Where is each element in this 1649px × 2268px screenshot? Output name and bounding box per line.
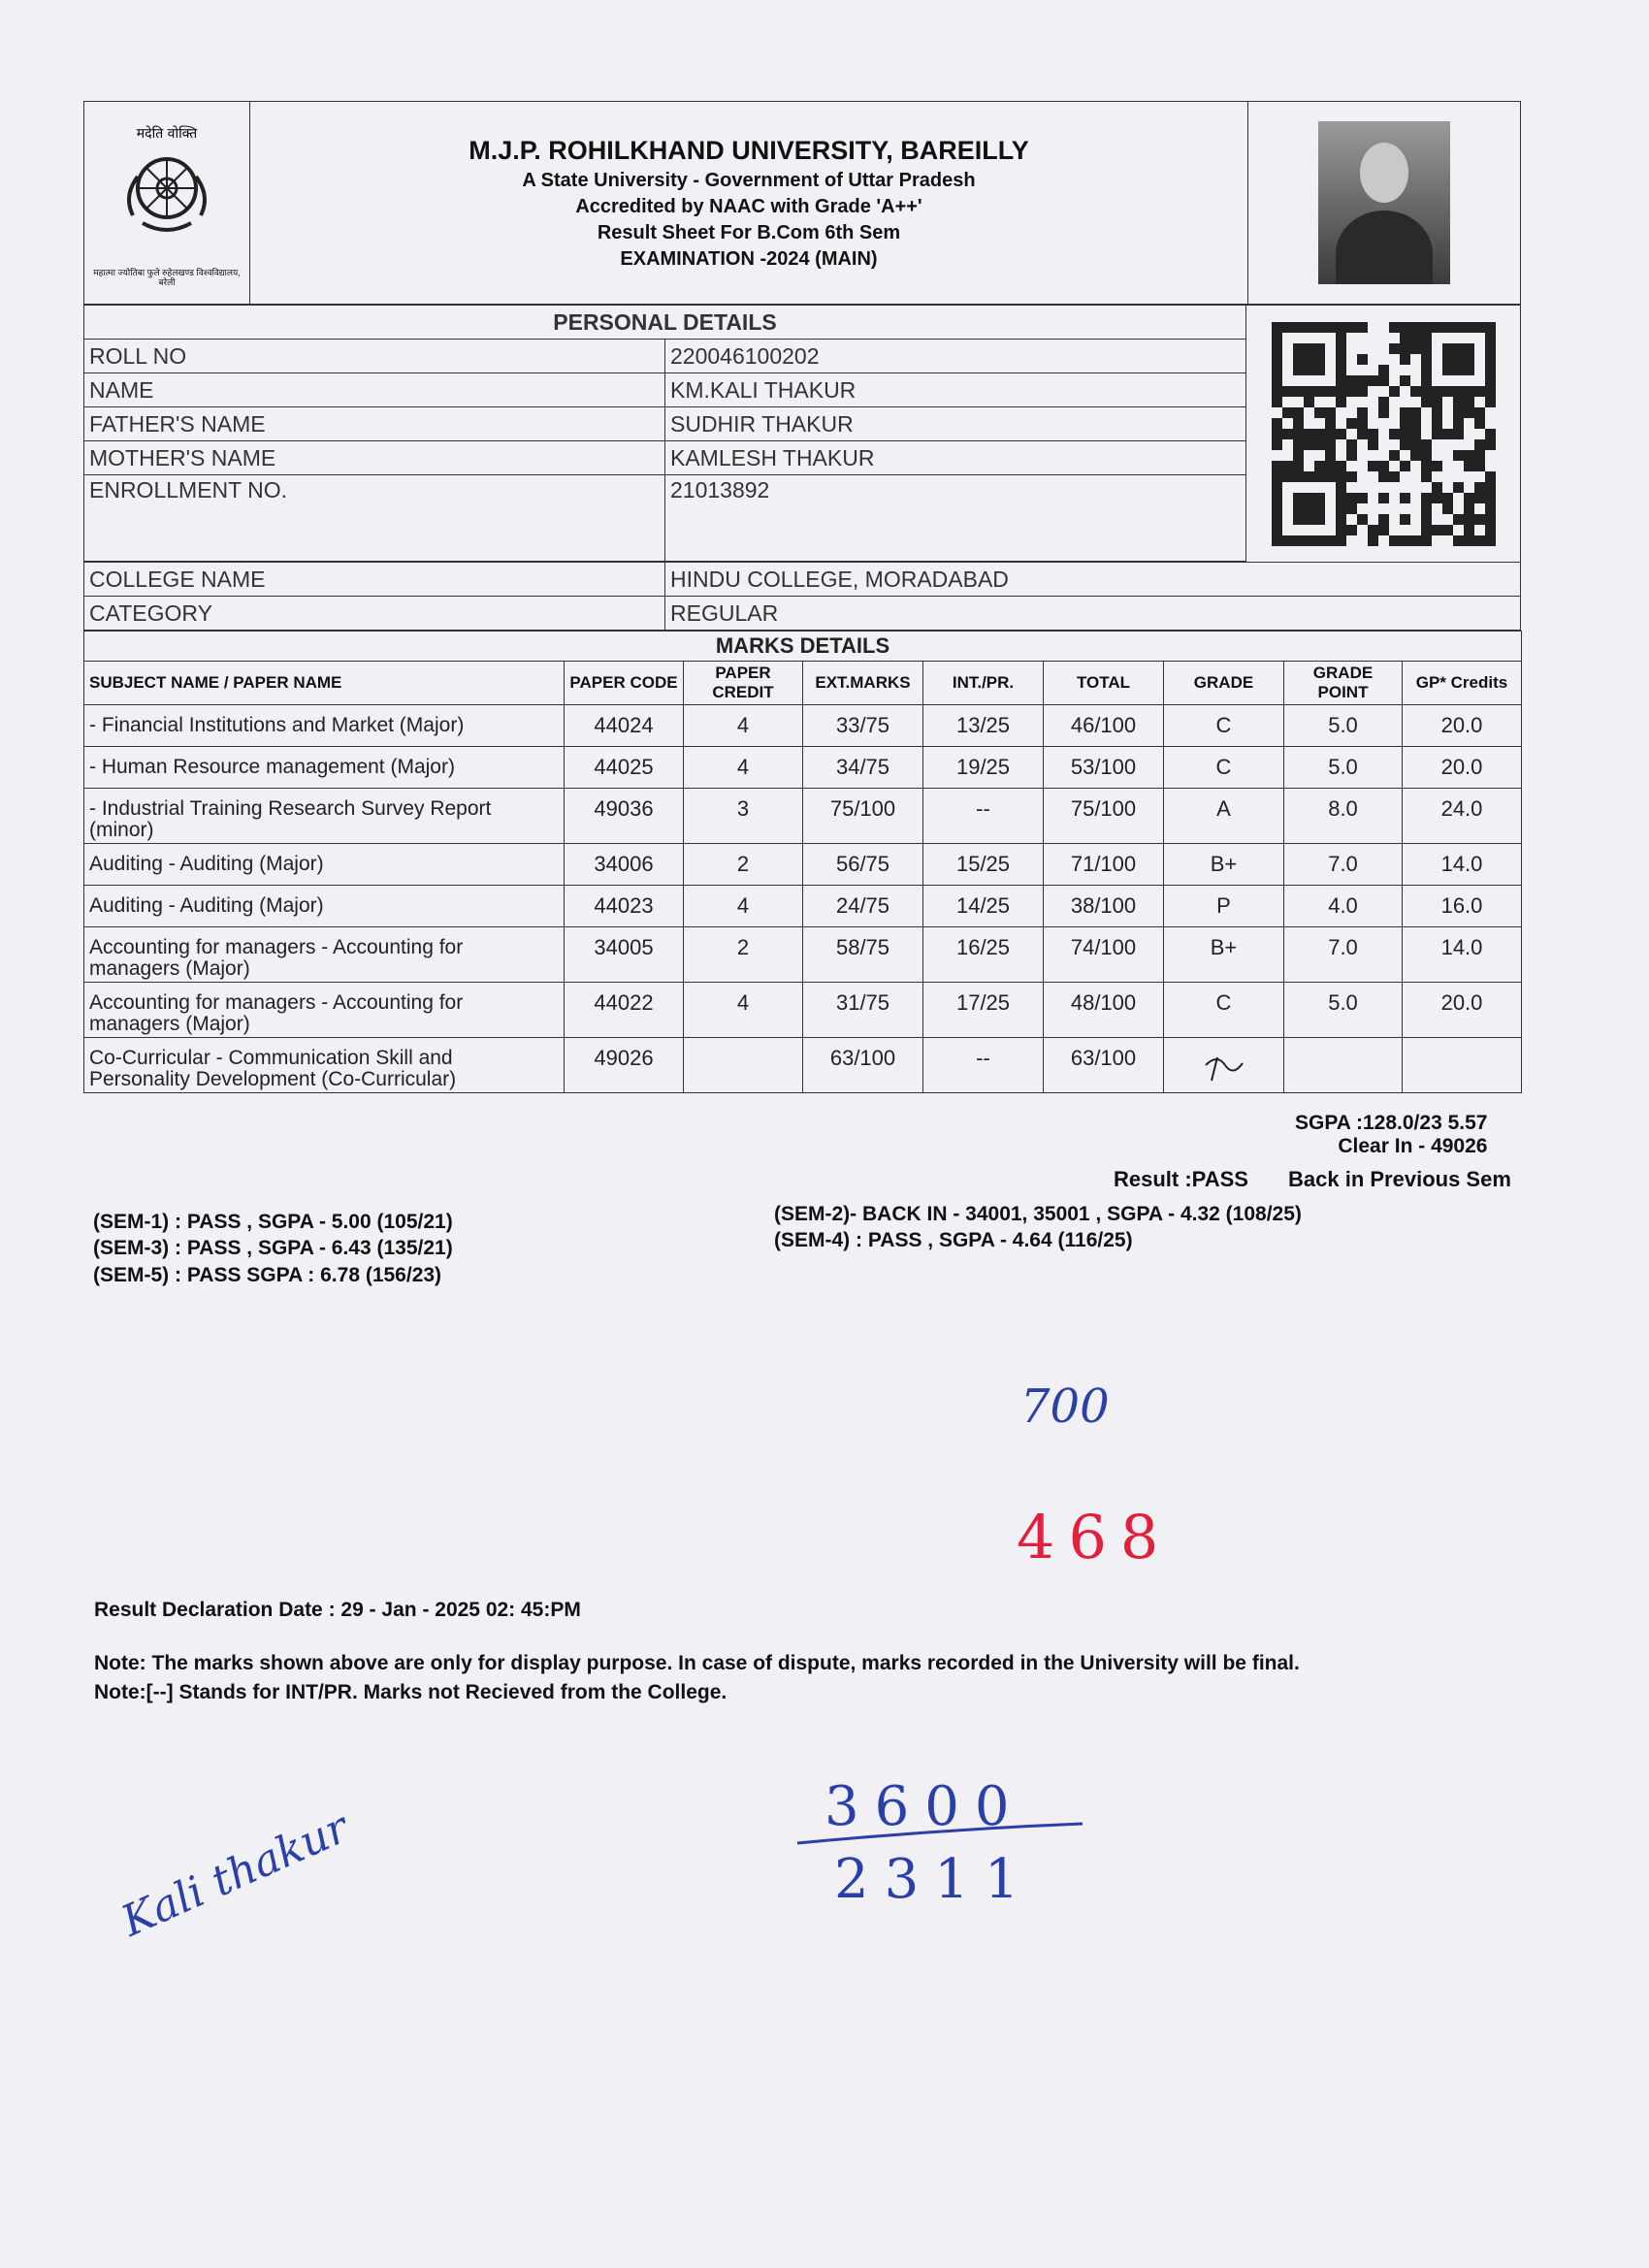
cell-gp: 4.0 bbox=[1284, 886, 1403, 927]
cell-int: 14/25 bbox=[923, 886, 1044, 927]
back-in-previous-sem: Back in Previous Sem bbox=[1288, 1167, 1511, 1191]
title-block bbox=[250, 102, 1248, 305]
cell-subj: Co-Curricular - Communication Skill and Personality Development (Co-Curricular) bbox=[84, 1038, 565, 1093]
cell-grade: B+ bbox=[1164, 927, 1284, 983]
handwritten-468: 468 bbox=[1017, 1502, 1173, 1572]
col-gp-credits: GP* Credits bbox=[1403, 662, 1522, 705]
sem4-line: (SEM-4) : PASS , SGPA - 4.64 (116/25) bbox=[774, 1229, 1133, 1252]
cell-code: 44022 bbox=[565, 983, 684, 1038]
sem3-line: (SEM-3) : PASS , SGPA - 6.43 (135/21) bbox=[93, 1237, 453, 1260]
value-enrollment: 21013892 bbox=[665, 475, 1246, 562]
sgpa-line: SGPA :128.0/23 5.57 bbox=[1295, 1112, 1488, 1134]
result-declaration-date: Result Declaration Date : 29 - Jan - 2025 02: 45:PM bbox=[94, 1599, 581, 1621]
table-row bbox=[84, 886, 1522, 927]
marks-table bbox=[83, 631, 1522, 1093]
logo-cell bbox=[84, 102, 250, 305]
cell-total: 71/100 bbox=[1044, 844, 1164, 886]
cell-int: 17/25 bbox=[923, 983, 1044, 1038]
col-paper-code: PAPER CODE bbox=[565, 662, 684, 705]
cell-int: 15/25 bbox=[923, 844, 1044, 886]
cell-credit: 2 bbox=[684, 927, 803, 983]
cell-total: 53/100 bbox=[1044, 747, 1164, 789]
marks-body bbox=[84, 705, 1522, 1093]
cell-int: 13/25 bbox=[923, 705, 1044, 747]
label-father-name: FATHER'S NAME bbox=[84, 407, 665, 441]
personal-details-heading: PERSONAL DETAILS bbox=[84, 306, 1246, 340]
cell-ext: 56/75 bbox=[803, 844, 923, 886]
logo-top-text: मदेति वोक्ति bbox=[136, 125, 198, 142]
university-name: M.J.P. ROHILKHAND UNIVERSITY, BAREILLY bbox=[469, 135, 1029, 165]
cell-subj: Auditing - Auditing (Major) bbox=[84, 886, 565, 927]
cell-grade bbox=[1164, 1038, 1284, 1093]
cell-grade: A bbox=[1164, 789, 1284, 844]
col-int-pr: INT./PR. bbox=[923, 662, 1044, 705]
cell-credit: 4 bbox=[684, 886, 803, 927]
cell-subj: Auditing - Auditing (Major) bbox=[84, 844, 565, 886]
cell-ext: 34/75 bbox=[803, 747, 923, 789]
value-category: REGULAR bbox=[665, 597, 1521, 631]
table-row bbox=[84, 747, 1522, 789]
handwritten-700: 700 bbox=[1020, 1379, 1110, 1434]
cell-gpc: 14.0 bbox=[1403, 927, 1522, 983]
col-paper-credit: PAPER CREDIT bbox=[684, 662, 803, 705]
sheet-title: Result Sheet For B.Com 6th Sem bbox=[597, 222, 901, 244]
result-sheet bbox=[83, 101, 1521, 1093]
label-category: CATEGORY bbox=[84, 597, 665, 631]
label-roll-no: ROLL NO bbox=[84, 340, 665, 373]
cell-code: 49026 bbox=[565, 1038, 684, 1093]
cell-code: 44023 bbox=[565, 886, 684, 927]
qr-code-icon bbox=[1252, 322, 1514, 546]
cell-ext: 33/75 bbox=[803, 705, 923, 747]
note-int-pr: Note:[--] Stands for INT/PR. Marks not Recieved from the College. bbox=[94, 1681, 728, 1704]
col-total: TOTAL bbox=[1044, 662, 1164, 705]
university-logo bbox=[104, 118, 230, 264]
clear-in-line: Clear In - 49026 bbox=[1338, 1135, 1488, 1157]
cell-gpc: 20.0 bbox=[1403, 705, 1522, 747]
cell-subj: - Human Resource management (Major) bbox=[84, 747, 565, 789]
previous-sem-odd bbox=[93, 1209, 453, 1288]
cell-gpc bbox=[1403, 1038, 1522, 1093]
label-name: NAME bbox=[84, 373, 665, 407]
cell-credit: 3 bbox=[684, 789, 803, 844]
cell-int: 19/25 bbox=[923, 747, 1044, 789]
cell-subj: Accounting for managers - Accounting for managers (Major) bbox=[84, 927, 565, 983]
fraction-line bbox=[795, 1820, 1086, 1849]
accreditation: Accredited by NAAC with Grade 'A++' bbox=[575, 196, 922, 218]
student-photo bbox=[1318, 121, 1450, 284]
table-row bbox=[84, 1038, 1522, 1093]
value-mother-name: KAMLESH THAKUR bbox=[665, 441, 1246, 475]
value-college: HINDU COLLEGE, MORADABAD bbox=[665, 563, 1521, 597]
grade-scribble-icon bbox=[1200, 1046, 1248, 1085]
cell-credit bbox=[684, 1038, 803, 1093]
sem1-line: (SEM-1) : PASS , SGPA - 5.00 (105/21) bbox=[93, 1211, 453, 1233]
previous-sem-even bbox=[774, 1201, 1302, 1254]
cell-gpc: 14.0 bbox=[1403, 844, 1522, 886]
marks-details-heading: MARKS DETAILS bbox=[84, 632, 1522, 662]
result-pass: Result :PASS bbox=[1114, 1167, 1248, 1191]
qr-cell bbox=[1246, 306, 1521, 563]
cell-total: 74/100 bbox=[1044, 927, 1164, 983]
cell-int: 16/25 bbox=[923, 927, 1044, 983]
cell-gp: 7.0 bbox=[1284, 927, 1403, 983]
value-name: KM.KALI THAKUR bbox=[665, 373, 1246, 407]
signature: Kali thakur bbox=[114, 1802, 356, 1947]
notes bbox=[94, 1649, 1300, 1708]
marks-header-row bbox=[84, 662, 1522, 705]
cell-subj: - Financial Institutions and Market (Major) bbox=[84, 705, 565, 747]
cell-gpc: 16.0 bbox=[1403, 886, 1522, 927]
cell-code: 49036 bbox=[565, 789, 684, 844]
university-subtitle: A State University - Government of Uttar Pradesh bbox=[522, 170, 976, 192]
table-row bbox=[84, 705, 1522, 747]
cell-credit: 4 bbox=[684, 705, 803, 747]
cell-int: -- bbox=[923, 1038, 1044, 1093]
cell-ext: 63/100 bbox=[803, 1038, 923, 1093]
sem5-line: (SEM-5) : PASS SGPA : 6.78 (156/23) bbox=[93, 1263, 442, 1286]
cell-grade: B+ bbox=[1164, 844, 1284, 886]
cell-code: 34006 bbox=[565, 844, 684, 886]
table-row bbox=[84, 789, 1522, 844]
cell-gp: 5.0 bbox=[1284, 983, 1403, 1038]
cell-credit: 2 bbox=[684, 844, 803, 886]
cell-gpc: 24.0 bbox=[1403, 789, 1522, 844]
table-row bbox=[84, 983, 1522, 1038]
handwritten-denominator: 2311 bbox=[834, 1848, 1035, 1911]
col-ext-marks: EXT.MARKS bbox=[803, 662, 923, 705]
table-row bbox=[84, 927, 1522, 983]
cell-ext: 24/75 bbox=[803, 886, 923, 927]
sgpa-summary bbox=[1295, 1112, 1487, 1158]
cell-credit: 4 bbox=[684, 983, 803, 1038]
cell-total: 75/100 bbox=[1044, 789, 1164, 844]
value-father-name: SUDHIR THAKUR bbox=[665, 407, 1246, 441]
label-enrollment: ENROLLMENT NO. bbox=[84, 475, 665, 562]
cell-ext: 58/75 bbox=[803, 927, 923, 983]
cell-grade: P bbox=[1164, 886, 1284, 927]
cell-grade: C bbox=[1164, 747, 1284, 789]
personal-details-table bbox=[83, 305, 1521, 631]
photo-body bbox=[1336, 211, 1433, 284]
cell-gpc: 20.0 bbox=[1403, 747, 1522, 789]
table-row bbox=[84, 844, 1522, 886]
col-grade: GRADE bbox=[1164, 662, 1284, 705]
value-roll-no: 220046100202 bbox=[665, 340, 1246, 373]
photo-head bbox=[1360, 143, 1408, 203]
cell-grade: C bbox=[1164, 705, 1284, 747]
cell-code: 34005 bbox=[565, 927, 684, 983]
cell-int: -- bbox=[923, 789, 1044, 844]
cell-code: 44024 bbox=[565, 705, 684, 747]
cell-total: 38/100 bbox=[1044, 886, 1164, 927]
cell-gp: 5.0 bbox=[1284, 705, 1403, 747]
col-grade-point: GRADE POINT bbox=[1284, 662, 1403, 705]
cell-gp: 8.0 bbox=[1284, 789, 1403, 844]
logo-bottom-text: महात्मा ज्योतिबा फुले रुहेलखण्ड विश्वविद्यालय, बरेली bbox=[93, 267, 241, 287]
cell-gp bbox=[1284, 1038, 1403, 1093]
cell-subj: - Industrial Training Research Survey Report (minor) bbox=[84, 789, 565, 844]
cell-total: 63/100 bbox=[1044, 1038, 1164, 1093]
label-college: COLLEGE NAME bbox=[84, 563, 665, 597]
exam-title: EXAMINATION -2024 (MAIN) bbox=[620, 248, 878, 271]
col-subject: SUBJECT NAME / PAPER NAME bbox=[84, 662, 565, 705]
photo-cell bbox=[1248, 102, 1521, 305]
cell-ext: 75/100 bbox=[803, 789, 923, 844]
label-mother-name: MOTHER'S NAME bbox=[84, 441, 665, 475]
cell-gpc: 20.0 bbox=[1403, 983, 1522, 1038]
header-table bbox=[83, 101, 1521, 305]
note-display-purpose: Note: The marks shown above are only for display purpose. In case of dispute, marks recorded in the University will be final. bbox=[94, 1652, 1300, 1674]
cell-total: 48/100 bbox=[1044, 983, 1164, 1038]
cell-credit: 4 bbox=[684, 747, 803, 789]
cell-gp: 7.0 bbox=[1284, 844, 1403, 886]
cell-total: 46/100 bbox=[1044, 705, 1164, 747]
cell-code: 44025 bbox=[565, 747, 684, 789]
cell-subj: Accounting for managers - Accounting for managers (Major) bbox=[84, 983, 565, 1038]
sem2-line: (SEM-2)- BACK IN - 34001, 35001 , SGPA - 4.32 (108/25) bbox=[774, 1203, 1302, 1225]
cell-gp: 5.0 bbox=[1284, 747, 1403, 789]
handwritten-numerator: 3600 bbox=[824, 1775, 1025, 1838]
cell-ext: 31/75 bbox=[803, 983, 923, 1038]
cell-grade: C bbox=[1164, 983, 1284, 1038]
